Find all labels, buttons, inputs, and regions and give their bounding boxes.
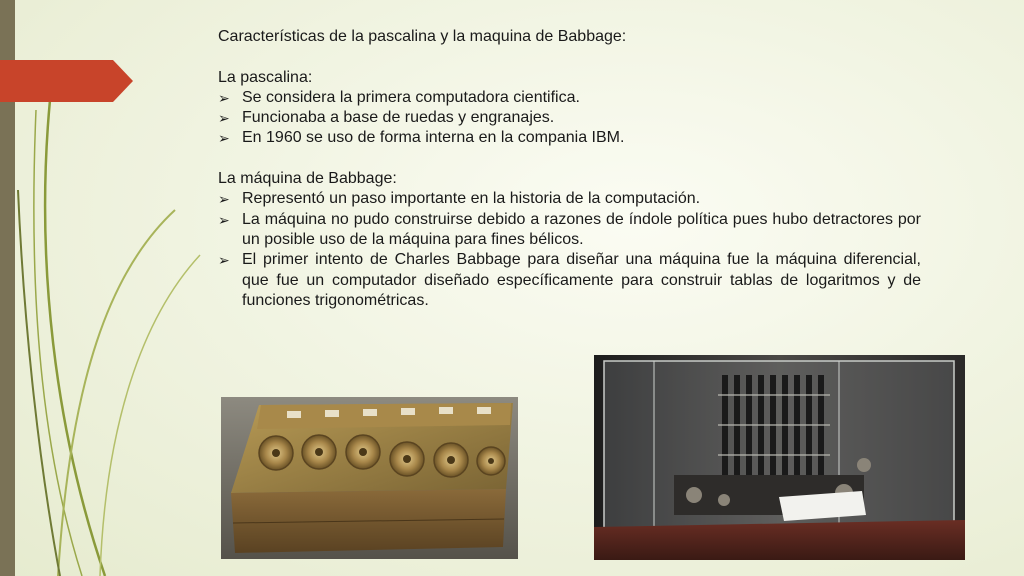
babbage-machine-photo [594, 355, 965, 560]
slide-text [218, 27, 921, 311]
pascalina-heading: La pascalina: [218, 68, 313, 86]
slide-title: Características de la pascalina y la maquina de Babbage: [218, 28, 627, 45]
bullet-text: La máquina no pudo construirse debido a razones de índole política pues hubo detractores por un posible uso de la máquina para fines bélicos. [242, 210, 921, 248]
list-item [218, 128, 921, 148]
arrow-bullet-icon: ➢ [218, 89, 230, 106]
bullet-text: Representó un paso importante en la historia de la computación. [242, 190, 701, 208]
red-accent-tab [0, 60, 133, 102]
babbage-heading: La máquina de Babbage: [218, 170, 397, 188]
list-item [218, 88, 921, 108]
spacer [218, 47, 921, 67]
list-item [218, 250, 921, 311]
pascalina-photo [221, 397, 518, 559]
arrow-bullet-icon: ➢ [218, 252, 230, 269]
arrow-bullet-icon: ➢ [218, 191, 230, 208]
bullet-text: Funcionaba a base de ruedas y engranajes. [242, 109, 555, 127]
bullet-text: En 1960 se uso de forma interna en la compania IBM. [242, 129, 625, 147]
list-item [218, 108, 921, 128]
arrow-bullet-icon: ➢ [218, 110, 230, 127]
list-item [218, 189, 921, 209]
arrow-bullet-icon: ➢ [218, 130, 230, 147]
bullet-text: El primer intento de Charles Babbage para diseñar una máquina fue la máquina diferencial, que fue un computador diseñado específicamente para construir tablas de logaritmos y de funciones trigonométricas. [242, 251, 921, 309]
spacer [218, 149, 921, 169]
list-item [218, 210, 921, 251]
bullet-text: Se considera la primera computadora cientifica. [242, 88, 580, 106]
arrow-bullet-icon: ➢ [218, 211, 230, 228]
